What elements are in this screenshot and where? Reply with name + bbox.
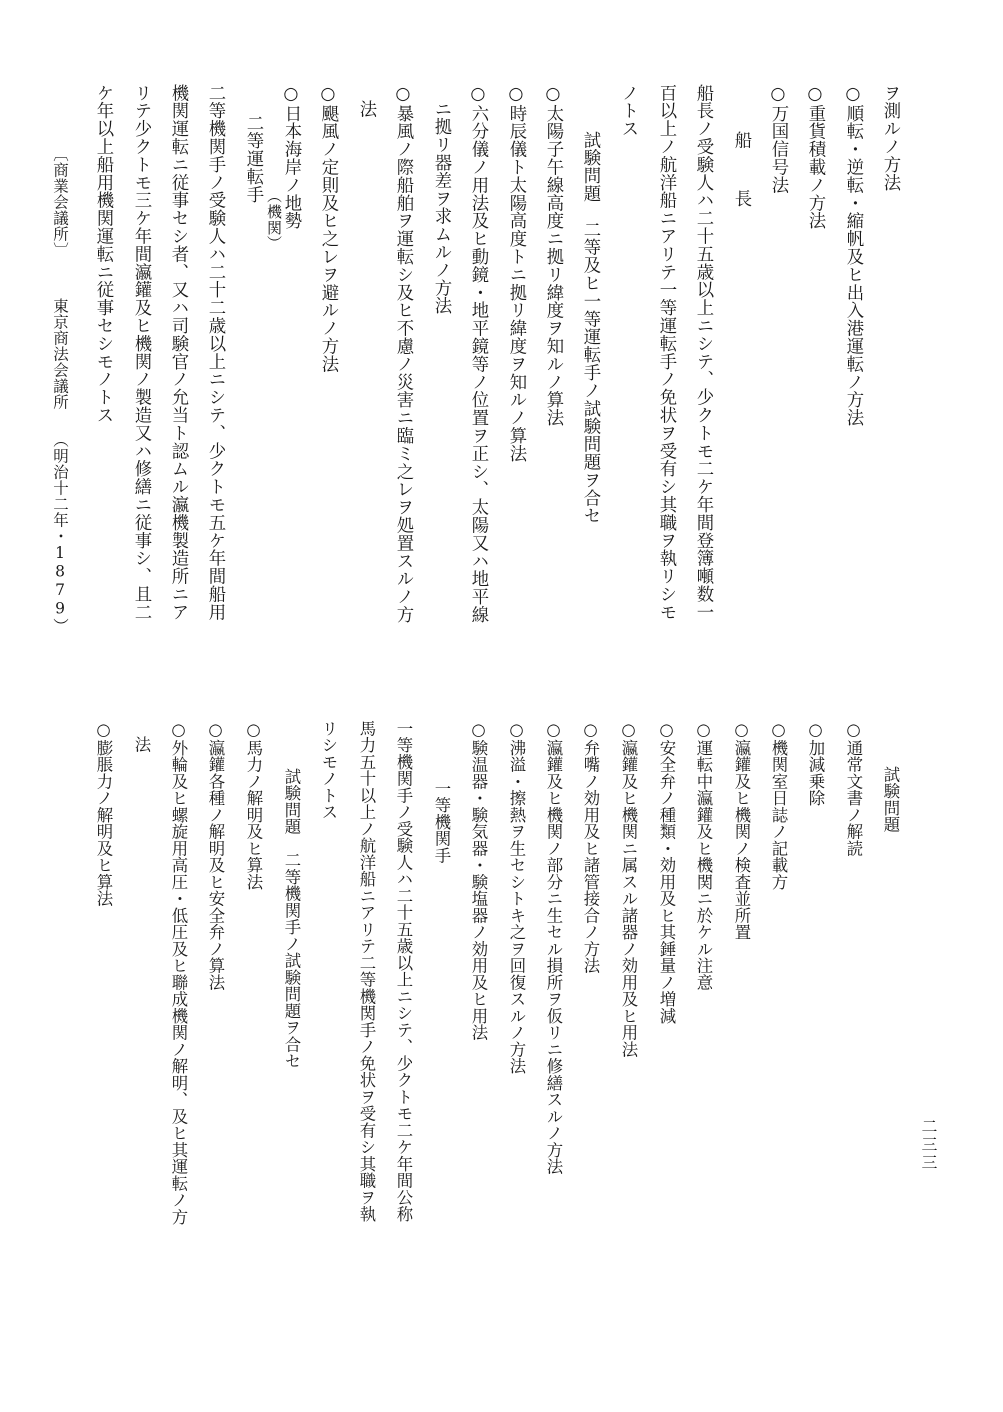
text-column: ○通常文書ノ解読: [844, 720, 863, 857]
text-column: 船長ノ受験人ハ二十五歳以上ニシテ、少クトモ二ケ年間登簿噸数一: [693, 84, 713, 621]
text-column: ノトス: [618, 84, 638, 138]
text-column: リテ少クトモ三ケ年間瀛鑵及ヒ機関ノ製造又ハ修繕ニ従事シ、且二: [131, 84, 151, 621]
text-column: ○颶風ノ定則及ヒ之レヲ避ルノ方法: [318, 84, 338, 373]
publisher-label: 東京商法会議所: [51, 298, 69, 410]
text-column: ○瀛鑵及ヒ機関ノ検査並所置: [732, 720, 751, 941]
subheading: 一等機関手: [432, 780, 451, 864]
section-heading: 船 長: [731, 131, 751, 220]
text-column: ○瀛鑵及ヒ機関ニ属スル諸器ノ効用及ヒ用法: [619, 720, 638, 1058]
text-column: ○暴風ノ際船舶ヲ運転シ及ヒ不慮ノ災害ニ臨ミ之レヲ処置スルノ方: [393, 84, 413, 624]
text-column: ○験温器・験気器・験塩器ノ効用及ヒ用法: [469, 720, 488, 1041]
text-column: ○安全弁ノ種類・効用及ヒ其錘量ノ増減: [657, 720, 676, 1025]
section-heading: 試験問題: [881, 766, 900, 833]
text-column: ○六分儀ノ用法及ヒ動鏡・地平鏡等ノ位置ヲ正シ、太陽又ハ地平線: [468, 84, 488, 624]
text-column: 法: [132, 736, 151, 753]
text-column: ○瀛鑵及ヒ機関ノ部分ニ生セル損所ヲ仮リニ修繕スルノ方法: [544, 720, 563, 1175]
text-column: ○日本海岸ノ地勢: [281, 84, 301, 230]
text-column: ○機関室日誌ノ記載方: [769, 720, 788, 891]
text-column: 法: [356, 100, 376, 118]
text-column: 一等機関手ノ受験人ハ二十五歳以上ニシテ、少クトモ二ケ年間公称: [394, 720, 413, 1223]
subheading: 試験問題 二等機関手ノ試験問題ヲ合セ: [282, 768, 301, 1070]
text-column: 馬力五十以上ノ航洋船ニアリテ二等機関手ノ免状ヲ受有シ其職ヲ執: [357, 720, 376, 1223]
text-column: ○運転中瀛鑵及ヒ機関ニ於ケル注意: [694, 720, 713, 991]
page-number: 二三三: [919, 1118, 938, 1172]
text-column: ケ年以上船用機関運転ニ従事セシモノトス: [93, 84, 113, 425]
text-column: ○順転・逆転・縮帆及ヒ出入港運転ノ方法: [843, 84, 863, 427]
text-column: ヲ測ルノ方法: [880, 84, 900, 192]
text-column: ○馬力ノ解明及ヒ算法: [244, 720, 263, 891]
subheading: 二等運転手: [243, 114, 263, 204]
annotation: （機関）: [265, 188, 283, 252]
text-column: ○弁嘴ノ効用及ヒ諸管接合ノ方法: [581, 720, 600, 974]
subheading: 試験問題 二等及ヒ一等運転手ノ試験問題ヲ合セ: [580, 131, 600, 525]
text-column: 百以上ノ航洋船ニアリテ一等運転手ノ免状ヲ受有シ其職ヲ執リシモ: [656, 84, 676, 621]
text-column: ○外輪及ヒ螺旋用高圧・低圧及ヒ聯成機関ノ解明、及ヒ其運転ノ方: [169, 720, 188, 1226]
text-column: リシモノトス: [319, 720, 338, 821]
text-column: ニ拠リ器差ヲ求ムルノ方法: [431, 100, 451, 315]
text-column: ○時辰儀ト太陽高度トニ拠リ緯度ヲ知ルノ算法: [506, 84, 526, 463]
text-column: ○万国信号法: [768, 84, 788, 194]
text-column: ○加減乗除: [806, 720, 825, 807]
text-column: ○重貨積載ノ方法: [805, 84, 825, 230]
text-column: ○太陽子午線高度ニ拠リ緯度ヲ知ルノ算法: [543, 84, 563, 427]
text-column: ○沸溢・擦熱ヲ生セシトキ之ヲ回復スルノ方法: [507, 720, 526, 1075]
text-column: ○瀛鑵各種ノ解明及ヒ安全弁ノ算法: [206, 720, 225, 991]
text-column: 二等機関手ノ受験人ハ二十二歳以上ニシテ、少クトモ五ケ年間船用: [205, 84, 225, 621]
date-label: （明治十二年・1879）: [51, 432, 69, 634]
text-column: ○膨脹力ノ解明及ヒ算法: [94, 720, 113, 907]
source-label: 〔商業会議所〕: [51, 146, 69, 258]
text-column: 機関運転ニ従事セシ者、又ハ司験官ノ允当ト認ムル瀛機製造所ニア: [168, 84, 188, 621]
